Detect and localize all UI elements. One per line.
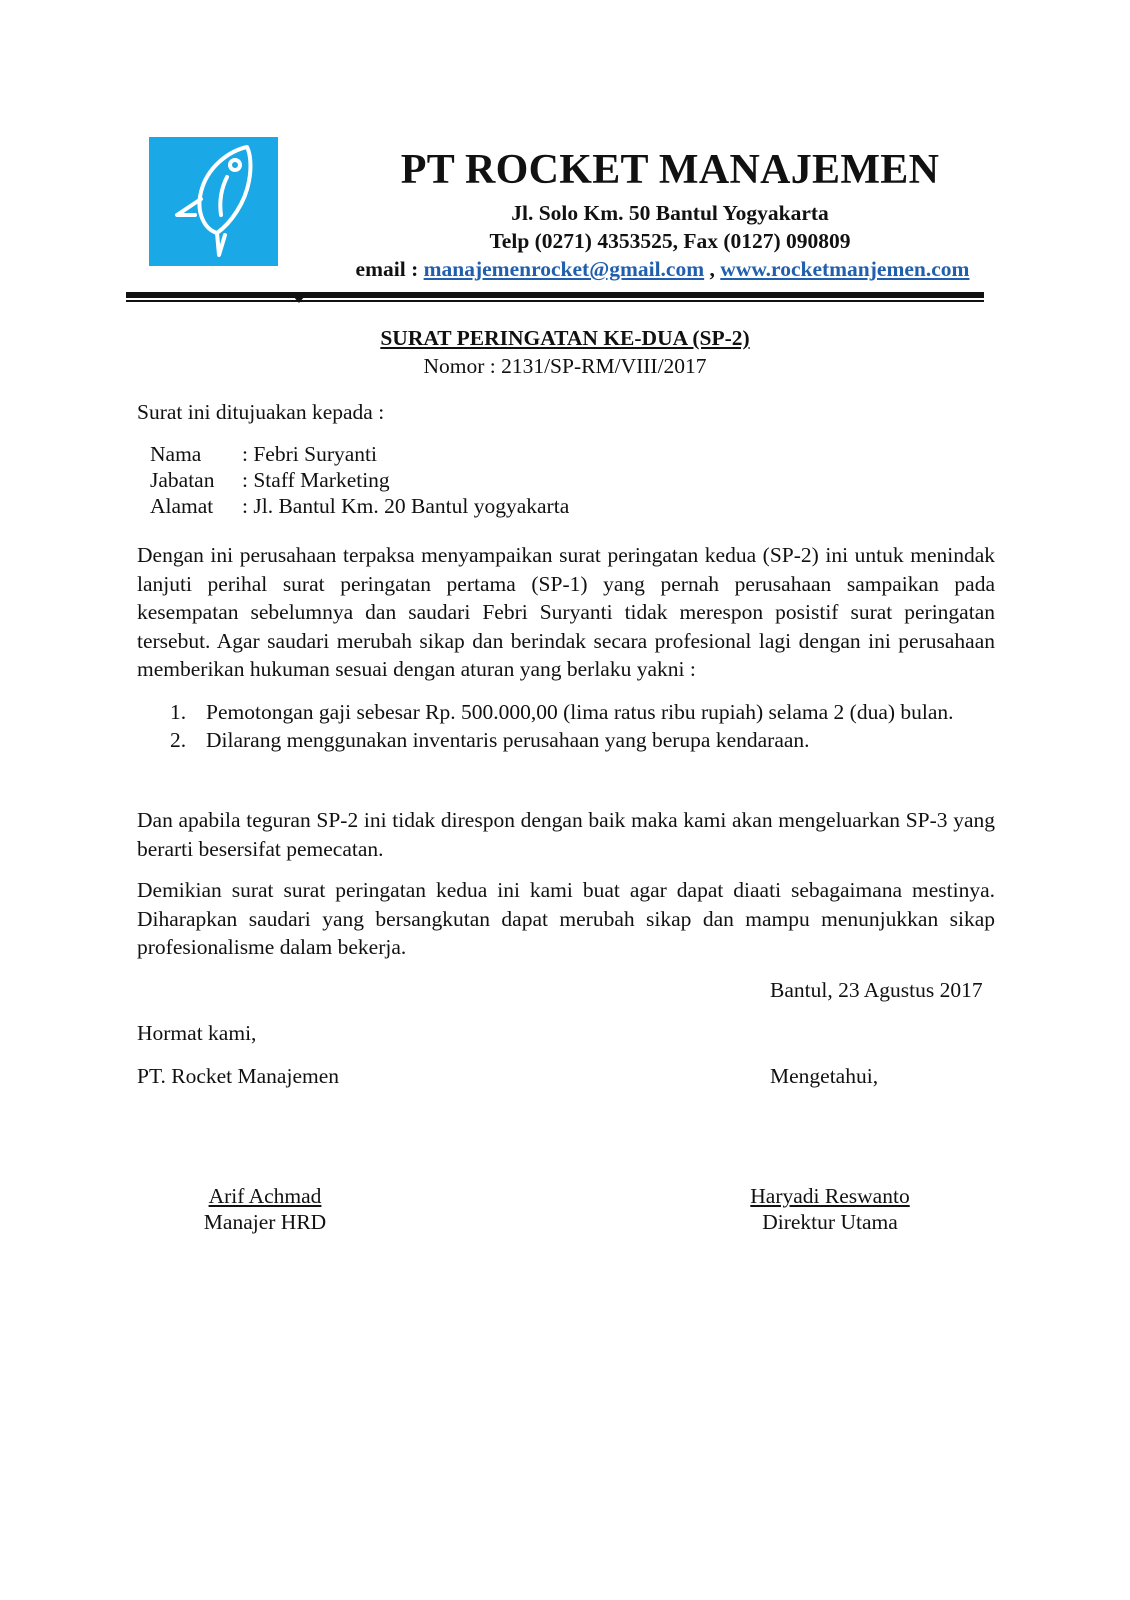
list-item bbox=[170, 726, 980, 754]
closing-regards: Hormat kami, bbox=[137, 1021, 257, 1045]
list-text: Dilarang menggunakan inventaris perusahaan yang berupa kendaraan. bbox=[206, 728, 810, 752]
company-phone: Telp (0271) 4353525, Fax (0127) 090809 bbox=[489, 229, 851, 253]
recipient-label: Alamat bbox=[150, 494, 214, 518]
company-logo bbox=[149, 137, 278, 266]
letterhead-divider-thin bbox=[126, 300, 984, 302]
closing-company: PT. Rocket Manajemen bbox=[137, 1064, 340, 1088]
list-item bbox=[170, 698, 980, 726]
signature-block-right bbox=[720, 1183, 940, 1235]
list-number: 2. bbox=[170, 728, 187, 752]
body-paragraph-1: Dengan ini perusahaan terpaksa menyampaikan surat peringatan kedua (SP-2) ini untuk menindak lanjuti perihal surat peringatan pertama (SP-1) yang pernah perusahaan sampaikan pada kesempatan sebelumnya dan saudari Febri Suryanti tidak merespon posistif surat peringatan tersebut. Agar saudari merubah sikap dan berindak secara profesional lagi dengan ini perusahaan memberikan hukuman sesuai dengan aturan yang berlaku yakni : bbox=[137, 543, 995, 681]
rocket-icon bbox=[149, 137, 278, 266]
letter-title: SURAT PERINGATAN KE-DUA (SP-2) bbox=[380, 326, 750, 350]
letter-number: Nomor : 2131/SP-RM/VIII/2017 bbox=[423, 354, 707, 378]
signer-title: Manajer HRD bbox=[203, 1210, 327, 1234]
email-label: email : bbox=[355, 257, 419, 281]
company-name: PT ROCKET MANAJEMEN bbox=[400, 147, 940, 193]
signer-name: Arif Achmad bbox=[208, 1184, 322, 1208]
recipient-row bbox=[150, 441, 569, 467]
website-link[interactable]: www.rocketmanjemen.com bbox=[720, 257, 970, 281]
recipient-table bbox=[150, 441, 569, 519]
letter-date: Bantul, 23 Agustus 2017 bbox=[770, 978, 983, 1002]
signer-title: Direktur Utama bbox=[762, 1210, 898, 1234]
recipient-label: Jabatan bbox=[150, 468, 215, 492]
recipient-value: : Staff Marketing bbox=[242, 468, 390, 492]
contact-separator: , bbox=[709, 257, 715, 281]
signature-block-left bbox=[160, 1183, 370, 1235]
body-paragraph-3: Demikian surat surat peringatan kedua ini kami buat agar dapat diaati sebagaimana mestinya. Diharapkan saudari yang bersangkutan dapat merubah sikap dan mampu menunjukkan sikap profesionalisme dalam bekerja. bbox=[137, 878, 995, 959]
recipient-label: Nama bbox=[150, 442, 202, 466]
sanction-list bbox=[170, 698, 980, 754]
letterhead-divider bbox=[126, 292, 984, 298]
list-text: Pemotongan gaji sebesar Rp. 500.000,00 (lima ratus ribu rupiah) selama 2 (dua) bulan. bbox=[206, 700, 954, 724]
divider-notch bbox=[293, 296, 305, 303]
body-paragraph-2: Dan apabila teguran SP-2 ini tidak direspon dengan baik maka kami akan mengeluarkan SP-3 yang berarti besersifat pemecatan. bbox=[137, 808, 995, 861]
recipient-row bbox=[150, 493, 569, 519]
recipient-value: : Febri Suryanti bbox=[242, 442, 377, 466]
recipient-value: : Jl. Bantul Km. 20 Bantul yogyakarta bbox=[242, 494, 570, 518]
email-link[interactable]: manajemenrocket@gmail.com bbox=[423, 257, 705, 281]
recipient-row bbox=[150, 467, 569, 493]
signer-name: Haryadi Reswanto bbox=[750, 1184, 910, 1208]
letter-intro: Surat ini ditujuakan kepada : bbox=[137, 400, 385, 424]
list-number: 1. bbox=[170, 700, 187, 724]
company-contact bbox=[180, 257, 1130, 282]
company-address: Jl. Solo Km. 50 Bantul Yogyakarta bbox=[511, 201, 829, 225]
closing-acknowledged: Mengetahui, bbox=[770, 1064, 879, 1088]
